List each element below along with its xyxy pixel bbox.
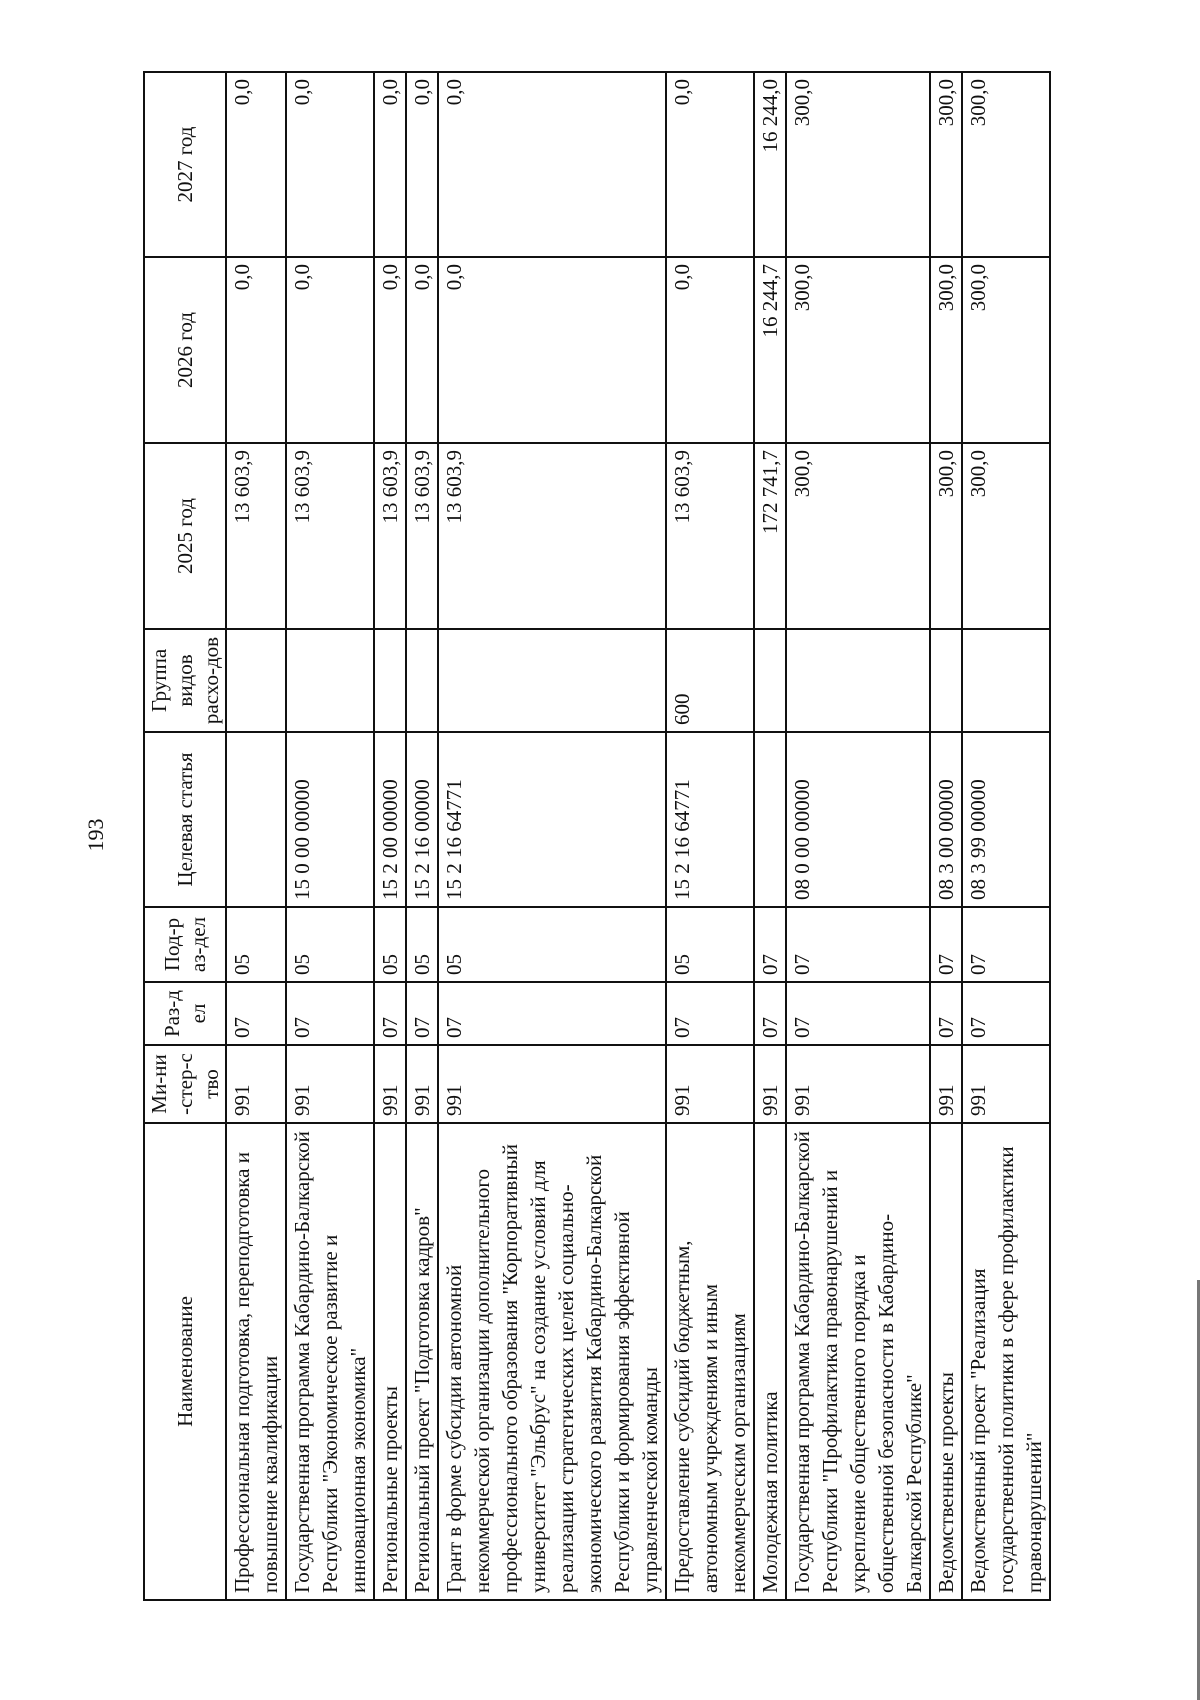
row-2027: 0,0 [286,72,374,257]
row-group [374,629,406,732]
row-subsection: 07 [962,907,1050,982]
table-row [374,72,406,1600]
row-2026: 0,0 [406,257,438,443]
row-section: 07 [226,982,286,1045]
row-2026: 300,0 [962,257,1050,443]
row-name: Государственная программа Кабардино-Балкарской Республики "Профилактика правонарушений и укрепление общественного порядка и общественной безопасности в Кабардино-Балкарской Республике" [786,1123,930,1600]
header-group: Группа видов расхо-дов [144,629,226,732]
row-subsection: 05 [438,907,666,982]
row-target: 15 0 00 00000 [286,732,374,907]
header-2025: 2025 год [144,443,226,629]
row-name: Ведомственный проект "Реализация государственной политики в сфере профилактики правонарушений" [962,1123,1050,1600]
header-2027: 2027 год [144,72,226,257]
row-subsection: 05 [374,907,406,982]
row-section: 07 [286,982,374,1045]
row-2026: 0,0 [666,257,754,443]
row-name: Молодежная политика [754,1123,786,1600]
row-subsection: 05 [286,907,374,982]
row-target: 08 3 99 00000 [962,732,1050,907]
row-2026: 0,0 [438,257,666,443]
header-section: Раз-дел [144,982,226,1045]
row-section: 07 [406,982,438,1045]
row-section: 07 [374,982,406,1045]
table-row [226,72,286,1600]
row-2026: 0,0 [286,257,374,443]
row-ministry: 991 [406,1045,438,1123]
row-2025: 300,0 [962,443,1050,629]
row-group [226,629,286,732]
row-target: 08 0 00 00000 [786,732,930,907]
budget-table [143,71,1051,1601]
row-subsection: 07 [754,907,786,982]
row-2025: 300,0 [786,443,930,629]
row-target: 15 2 16 64771 [438,732,666,907]
row-name: Региональные проекты [374,1123,406,1600]
row-2025: 13 603,9 [666,443,754,629]
row-ministry: 991 [754,1045,786,1123]
row-2027: 16 244,0 [754,72,786,257]
table-header-row [144,72,226,1600]
table-row [286,72,374,1600]
row-name: Ведомственные проекты [930,1123,962,1600]
row-target: 15 2 16 64771 [666,732,754,907]
row-group [438,629,666,732]
row-2025: 172 741,7 [754,443,786,629]
row-group [754,629,786,732]
header-subsection: Под-раз-дел [144,907,226,982]
row-2026: 0,0 [226,257,286,443]
budget-table-container [143,73,1046,1601]
row-name: Грант в форме субсидии автономной некоммерческой организации дополнительного профессионального образования "Корпоративный университет "Эльбрус" на создание условий для реализации стратегических целей социально-экономического развития Кабардино-Балкарской Республики и формирования эффективной управленческой команды [438,1123,666,1600]
row-ministry: 991 [374,1045,406,1123]
row-2025: 13 603,9 [406,443,438,629]
row-2025: 13 603,9 [374,443,406,629]
row-name: Предоставление субсидий бюджетным, автономным учреждениям и иным некоммерческим организациям [666,1123,754,1600]
table-row [962,72,1050,1600]
row-ministry: 991 [438,1045,666,1123]
row-2026: 0,0 [374,257,406,443]
row-2025: 13 603,9 [438,443,666,629]
row-group [406,629,438,732]
row-2026: 16 244,7 [754,257,786,443]
row-target: 08 3 00 00000 [930,732,962,907]
row-2027: 0,0 [666,72,754,257]
row-2027: 300,0 [962,72,1050,257]
row-2027: 0,0 [406,72,438,257]
row-target: 15 2 16 00000 [406,732,438,907]
row-subsection: 07 [786,907,930,982]
table-row [666,72,754,1600]
row-section: 07 [438,982,666,1045]
row-2026: 300,0 [786,257,930,443]
table-row [754,72,786,1600]
table-row [406,72,438,1600]
row-ministry: 991 [930,1045,962,1123]
row-section: 07 [930,982,962,1045]
row-target: 15 2 00 00000 [374,732,406,907]
row-2025: 13 603,9 [226,443,286,629]
row-2027: 0,0 [226,72,286,257]
row-2025: 300,0 [930,443,962,629]
row-target [226,732,286,907]
row-subsection: 05 [666,907,754,982]
row-group [962,629,1050,732]
row-group [786,629,930,732]
row-subsection: 05 [226,907,286,982]
row-target [754,732,786,907]
row-name: Региональный проект "Подготовка кадров" [406,1123,438,1600]
row-subsection: 07 [930,907,962,982]
row-2025: 13 603,9 [286,443,374,629]
row-subsection: 05 [406,907,438,982]
row-name: Профессиональная подготовка, переподготовка и повышение квалификации [226,1123,286,1600]
row-ministry: 991 [226,1045,286,1123]
header-target: Целевая статья [144,732,226,907]
row-section: 07 [962,982,1050,1045]
row-section: 07 [666,982,754,1045]
row-2027: 0,0 [374,72,406,257]
row-group [930,629,962,732]
header-2026: 2026 год [144,257,226,443]
table-row [438,72,666,1600]
header-ministry: Ми-ни-стер-ство [144,1045,226,1123]
row-ministry: 991 [286,1045,374,1123]
row-2027: 0,0 [438,72,666,257]
row-ministry: 991 [666,1045,754,1123]
row-section: 07 [786,982,930,1045]
row-name: Государственная программа Кабардино-Балкарской Республики "Экономическое развитие и инновационная экономика" [286,1123,374,1600]
row-2026: 300,0 [930,257,962,443]
row-ministry: 991 [786,1045,930,1123]
page-number: 193 [83,818,108,852]
table-row [786,72,930,1600]
row-ministry: 991 [962,1045,1050,1123]
row-2027: 300,0 [786,72,930,257]
row-section: 07 [754,982,786,1045]
row-2027: 300,0 [930,72,962,257]
row-group: 600 [666,629,754,732]
table-row [930,72,962,1600]
header-name: Наименование [144,1123,226,1600]
row-group [286,629,374,732]
